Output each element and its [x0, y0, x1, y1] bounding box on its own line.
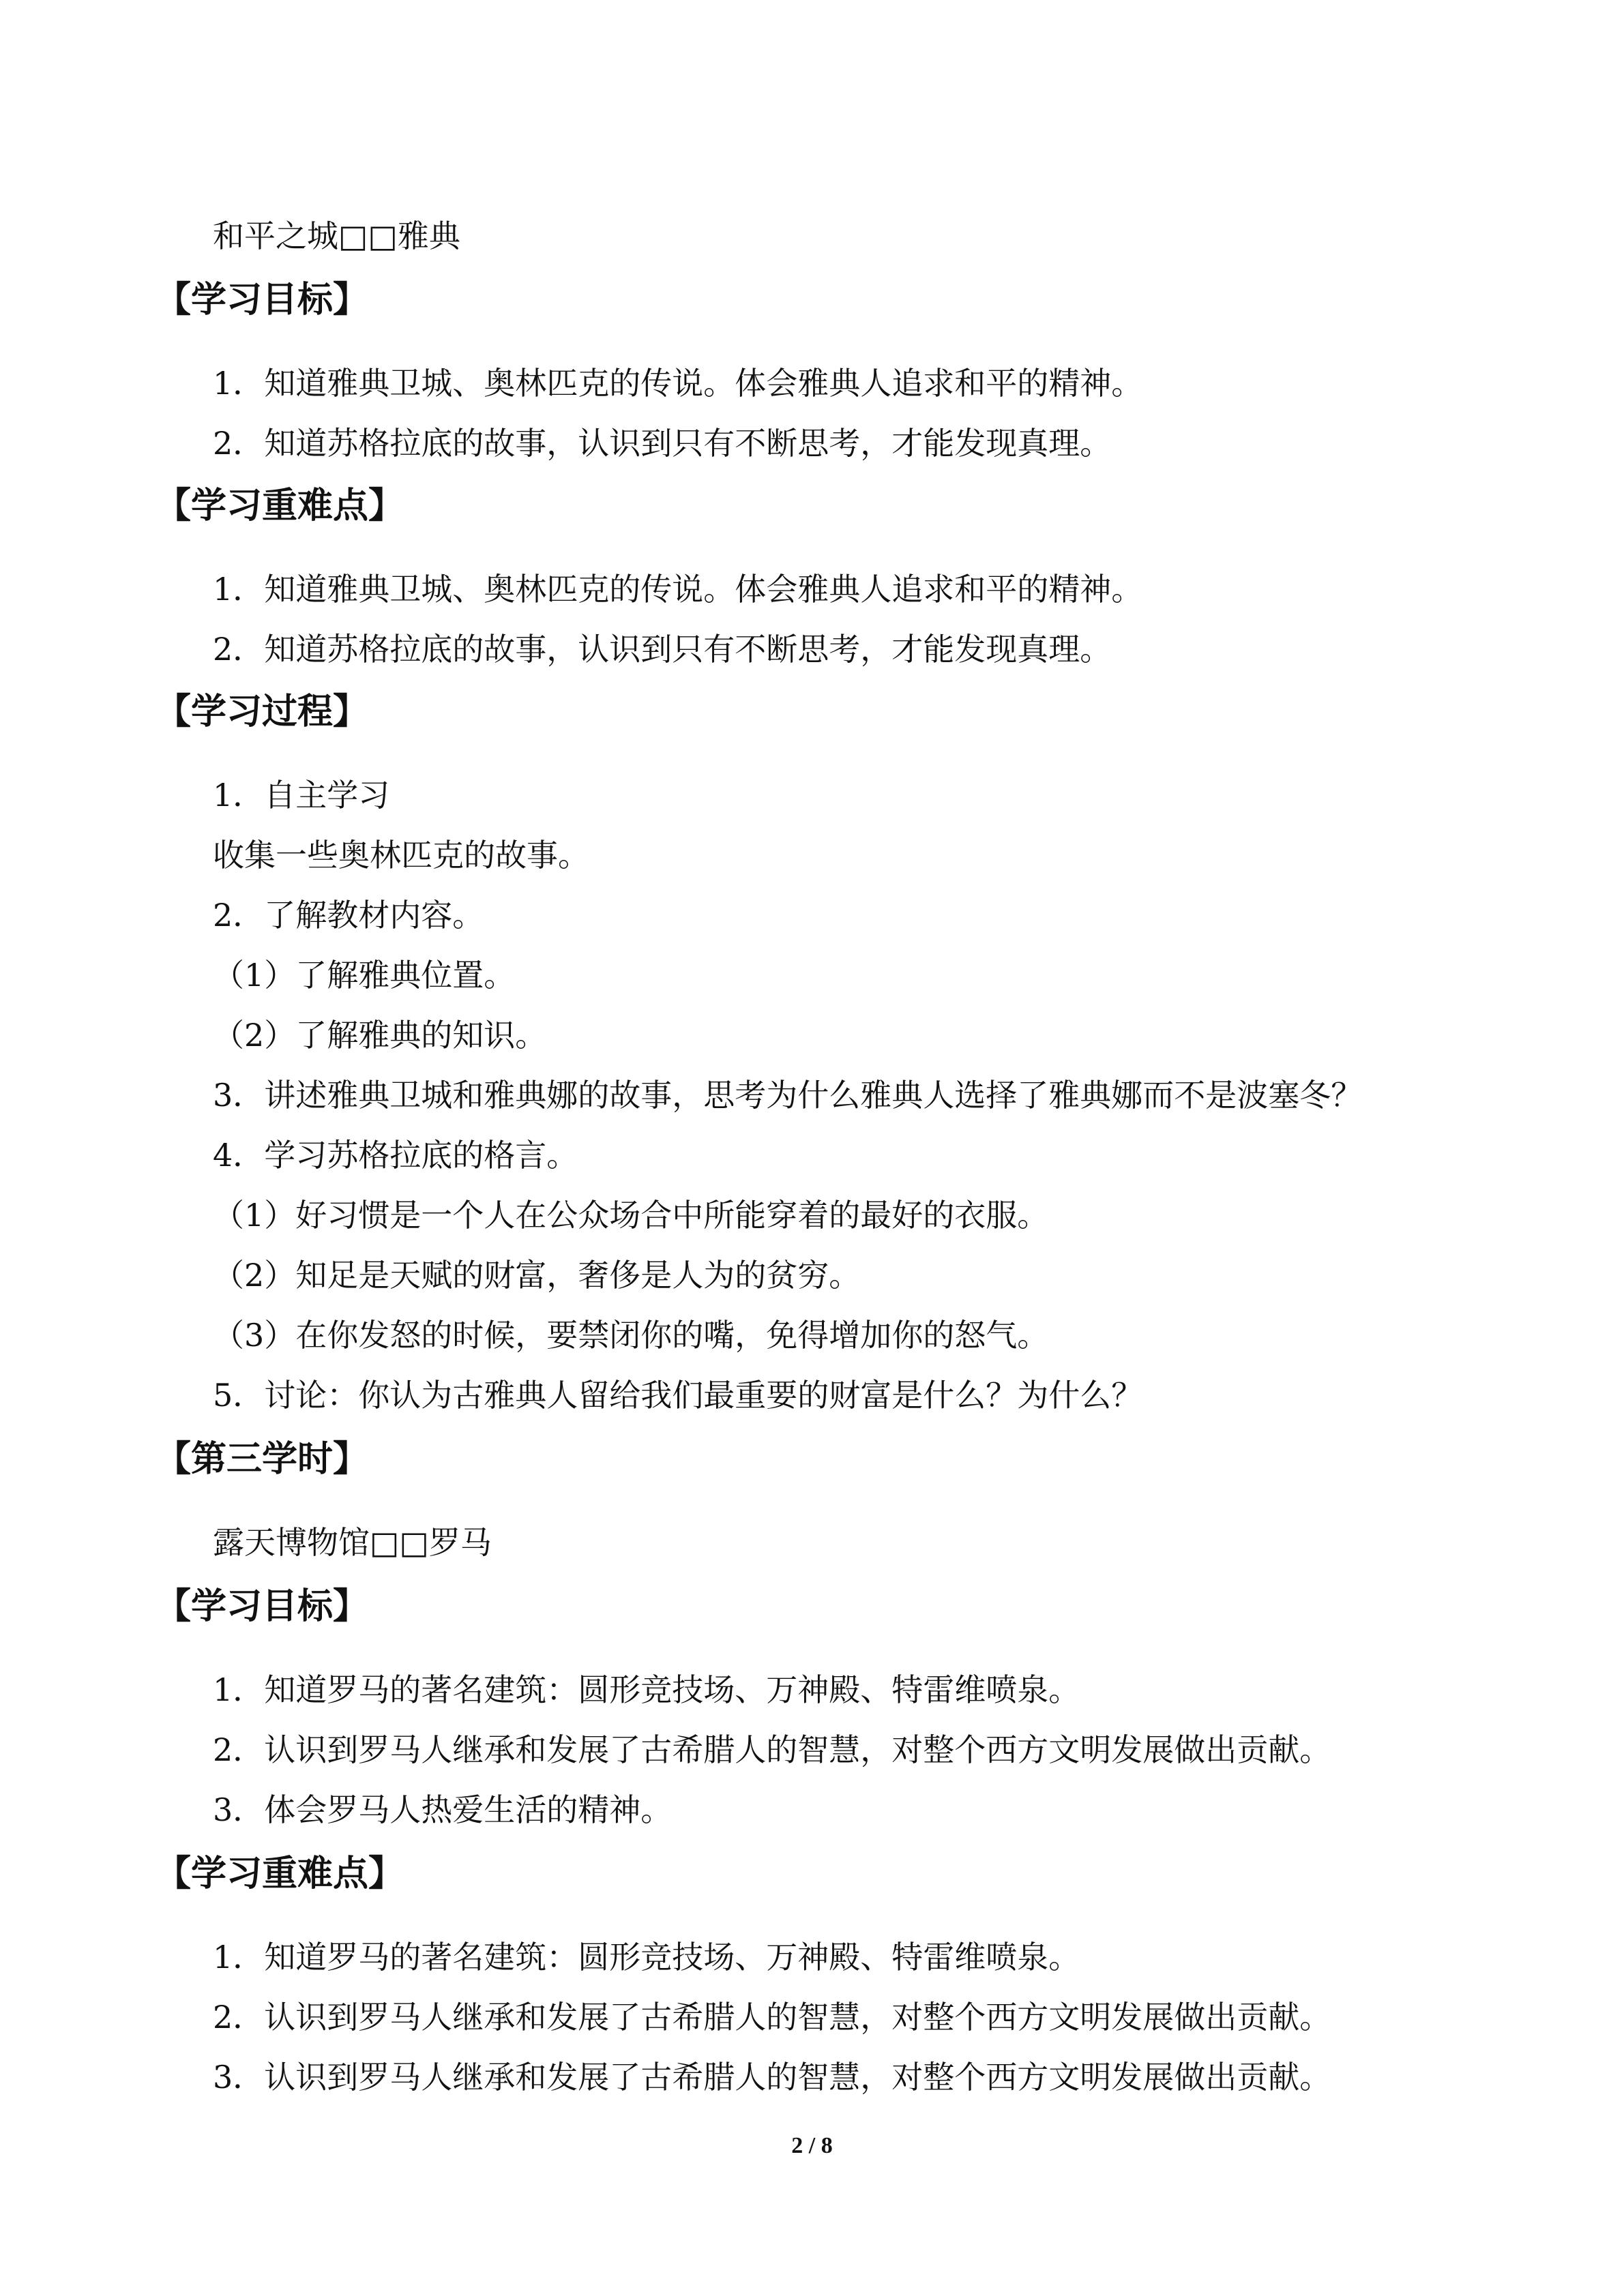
difficulty-item: 1．知道罗马的著名建筑：圆形竞技场、万神殿、特雷维喷泉。: [213, 1939, 1080, 1976]
process-subitem: （2）知足是天赋的财富，奢侈是人为的贫穷。: [213, 1257, 861, 1294]
process-subitem: （2）了解雅典的知识。: [213, 1017, 547, 1054]
heading-learning-objectives-rome: 【学习目标】: [156, 1586, 369, 1627]
process-item: 1．自主学习: [213, 777, 390, 814]
objective-item: 2．知道苏格拉底的故事，认识到只有不断思考，才能发现真理。: [213, 425, 1112, 462]
process-subitem: （1）了解雅典位置。: [213, 957, 516, 994]
objective-item: 1．知道罗马的著名建筑：圆形竞技场、万神殿、特雷维喷泉。: [213, 1671, 1080, 1708]
heading-key-difficulties-rome: 【学习重难点】: [156, 1853, 404, 1894]
heading-learning-objectives: 【学习目标】: [156, 280, 369, 320]
page-number: 2 / 8: [791, 2133, 833, 2158]
objective-item: 3．体会罗马人热爱生活的精神。: [213, 1791, 673, 1828]
process-item: 5．讨论：你认为古雅典人留给我们最重要的财富是什么？为什么？: [213, 1377, 1143, 1414]
section-title-athens: 和平之城□□雅典: [213, 218, 460, 254]
heading-learning-process: 【学习过程】: [156, 691, 369, 732]
heading-third-lesson: 【第三学时】: [156, 1439, 369, 1480]
difficulty-item: 3．认识到罗马人继承和发展了古希腊人的智慧，对整个西方文明发展做出贡献。: [213, 2059, 1331, 2096]
difficulty-item: 2．认识到罗马人继承和发展了古希腊人的智慧，对整个西方文明发展做出贡献。: [213, 1999, 1331, 2036]
heading-key-difficulties: 【学习重难点】: [156, 486, 404, 526]
process-item: 4．学习苏格拉底的格言。: [213, 1137, 578, 1174]
process-subitem: （1）好习惯是一个人在公众场合中所能穿着的最好的衣服。: [213, 1197, 1049, 1234]
process-subitem: （3）在你发怒的时候，要禁闭你的嘴，免得增加你的怒气。: [213, 1317, 1049, 1354]
objective-item: 1．知道雅典卫城、奥林匹克的传说。体会雅典人追求和平的精神。: [213, 365, 1143, 402]
section-title-rome: 露天博物馆□□罗马: [213, 1524, 492, 1561]
difficulty-item: 2．知道苏格拉底的故事，认识到只有不断思考，才能发现真理。: [213, 631, 1112, 668]
objective-item: 2．认识到罗马人继承和发展了古希腊人的智慧，对整个西方文明发展做出贡献。: [213, 1731, 1331, 1768]
process-item: 2．了解教材内容。: [213, 897, 484, 934]
process-item: 3．讲述雅典卫城和雅典娜的故事，思考为什么雅典人选择了雅典娜而不是波塞冬？: [213, 1077, 1363, 1114]
difficulty-item: 1．知道雅典卫城、奥林匹克的传说。体会雅典人追求和平的精神。: [213, 571, 1143, 608]
process-item: 收集一些奥林匹克的故事。: [213, 837, 589, 874]
